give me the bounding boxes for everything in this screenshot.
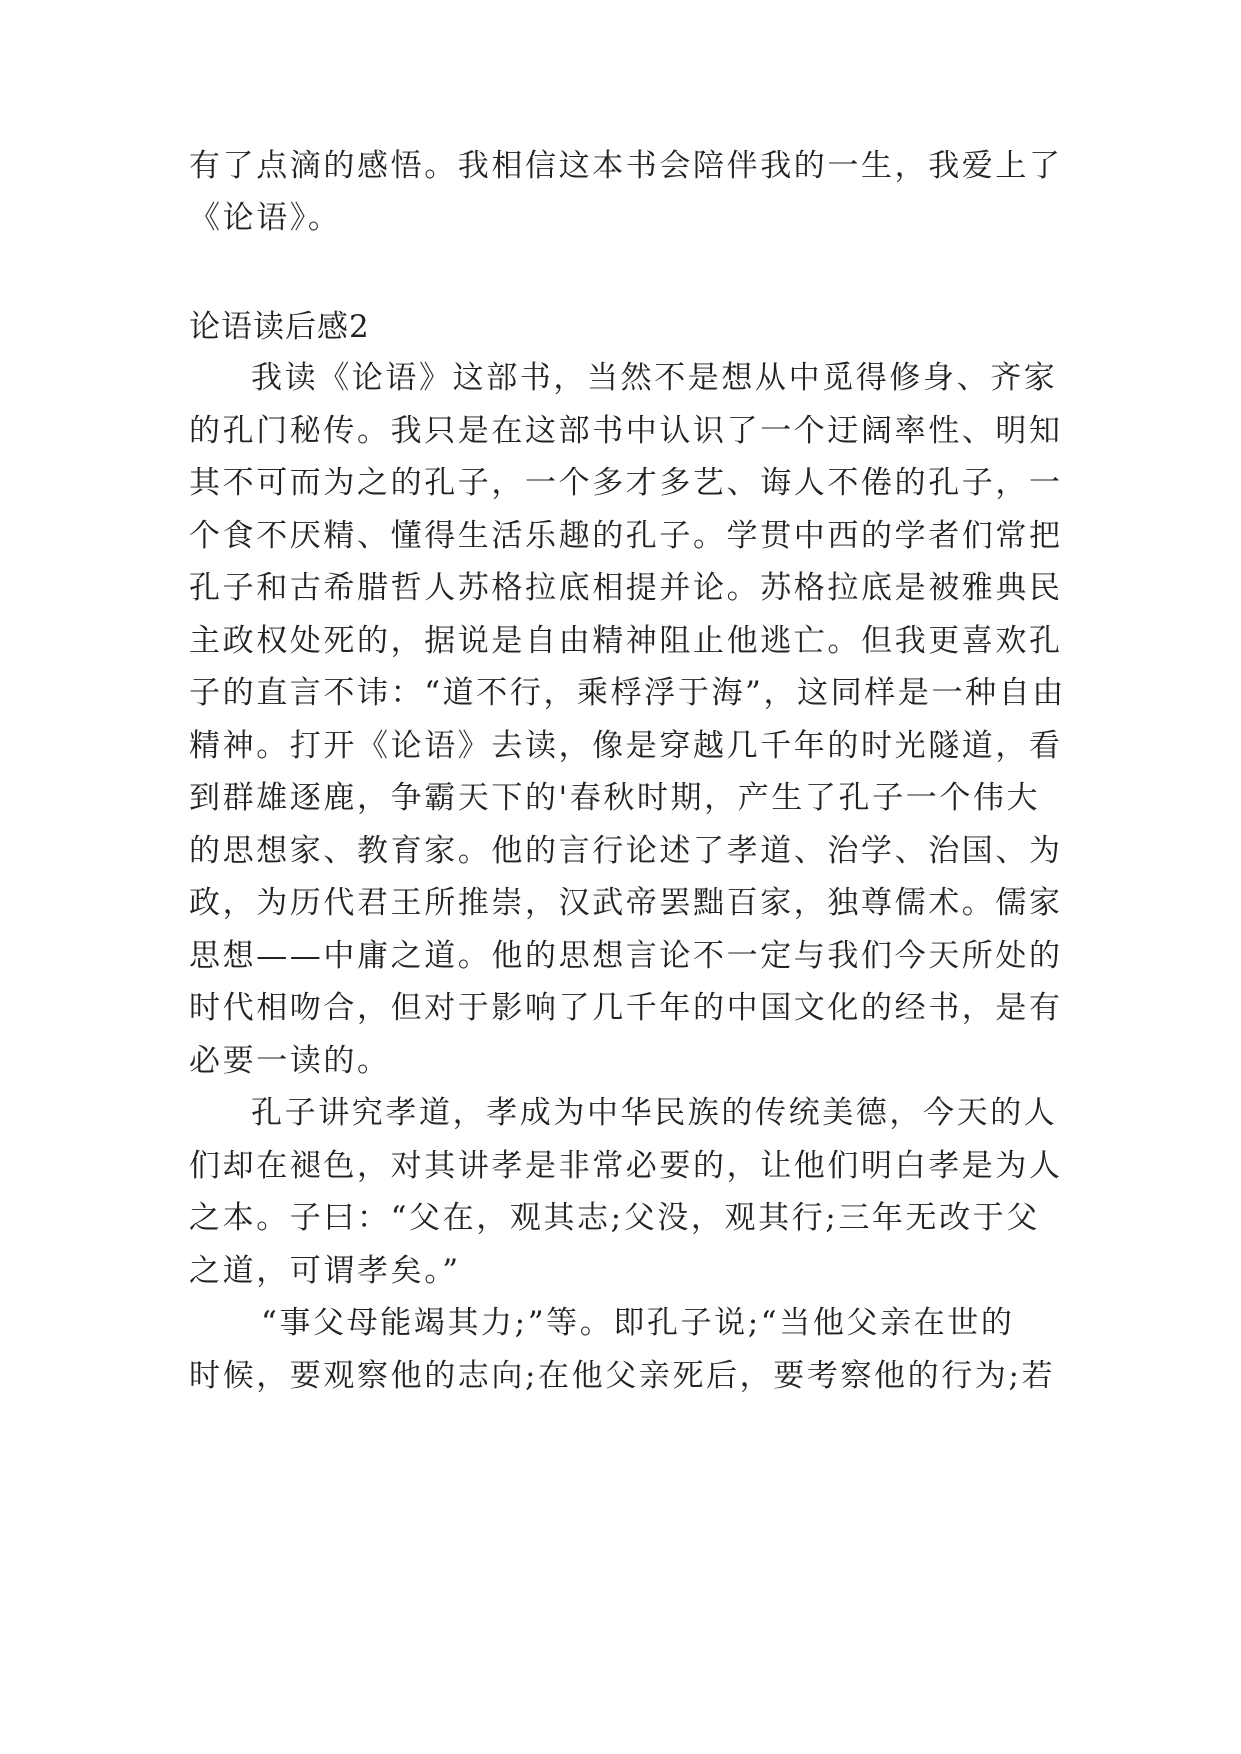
paragraph-line: 的孔门秘传。我只是在这部书中认识了一个迂阔率性、明知 [189, 413, 1063, 449]
paragraph-line: 时候，要观察他的志向;在他父亲死后，要考察他的行为;若 [189, 1358, 1056, 1394]
paragraph-line: 精神。打开《论语》去读，像是穿越几千年的时光隧道，看 [189, 728, 1063, 764]
paragraph-line: 政，为历代君王所推崇，汉武帝罢黜百家，独尊儒术。儒家 [189, 885, 1063, 921]
section-title: 论语读后感2 [189, 309, 370, 345]
paragraph-line: 主政权处死的，据说是自由精神阻止他逃亡。但我更喜欢孔 [189, 623, 1063, 659]
paragraph-line: 必要一读的。 [189, 1043, 391, 1079]
paragraph-line: 时代相吻合，但对于影响了几千年的中国文化的经书，是有 [189, 990, 1063, 1026]
paragraph-line: 的思想家、教育家。他的言行论述了孝道、治学、治国、为 [189, 833, 1063, 869]
paragraph-line: 到群雄逐鹿，争霸天下的'春秋时期，产生了孔子一个伟大 [189, 780, 1041, 816]
paragraph-line: 有了点滴的感悟。我相信这本书会陪伴我的一生，我爱上了 [189, 148, 1063, 184]
paragraph-line: 孔子和古希腊哲人苏格拉底相提并论。苏格拉底是被雅典民 [189, 570, 1063, 606]
paragraph-line: “事父母能竭其力;”等。即孔子说;“当他父亲在世的 [261, 1305, 1015, 1341]
paragraph-line: 个食不厌精、懂得生活乐趣的孔子。学贯中西的学者们常把 [189, 518, 1063, 554]
paragraph-line: 其不可而为之的孔子，一个多才多艺、诲人不倦的孔子，一 [189, 465, 1063, 501]
paragraph-line: 之道，可谓孝矣。” [189, 1253, 461, 1289]
paragraph-line: 思想——中庸之道。他的思想言论不一定与我们今天所处的 [189, 938, 1063, 974]
paragraph-line: 我读《论语》这部书，当然不是想从中觅得修身、齐家 [251, 360, 1058, 396]
paragraph-line: 《论语》。 [189, 200, 342, 236]
paragraph-line: 之本。子曰：“父在，观其志;父没，观其行;三年无改于父 [189, 1200, 1040, 1236]
paragraph-line: 们却在褪色，对其讲孝是非常必要的，让他们明白孝是为人 [189, 1148, 1063, 1184]
paragraph-line: 孔子讲究孝道，孝成为中华民族的传统美德，今天的人 [251, 1095, 1058, 1131]
paragraph-line: 子的直言不讳：“道不行，乘桴浮于海”，这同样是一种自由 [189, 675, 1066, 711]
